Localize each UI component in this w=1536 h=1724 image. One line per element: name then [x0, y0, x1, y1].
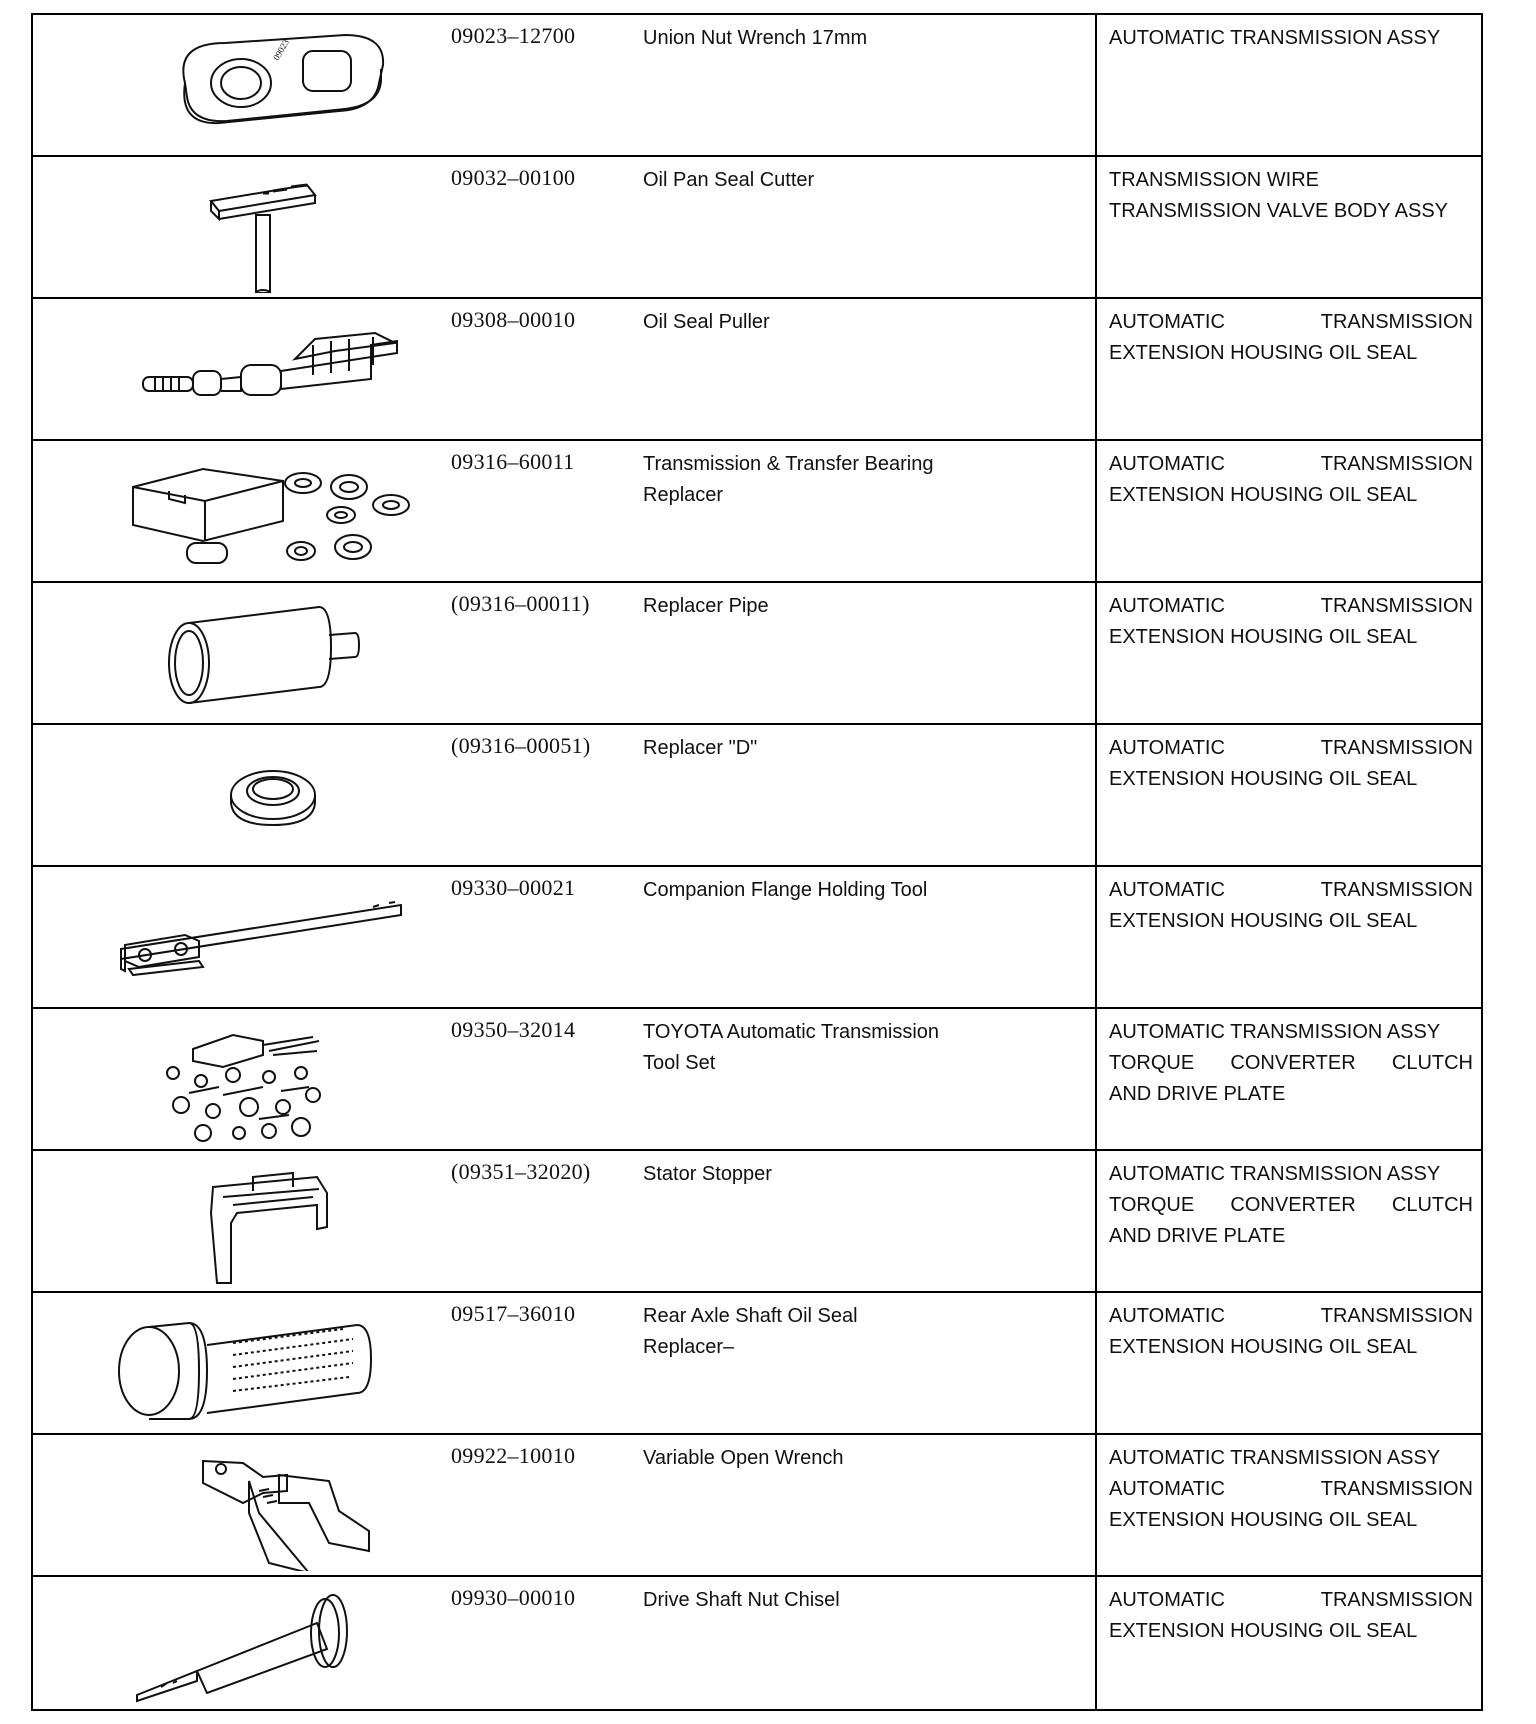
tool-name: [643, 733, 1063, 764]
usage-cell: [1109, 307, 1473, 369]
oil-seal-puller-icon: [73, 305, 453, 435]
usage-line: AUTOMATIC TRANSMISSION: [1109, 1305, 1473, 1327]
usage-cell: [1109, 1443, 1473, 1536]
tool-row: [33, 583, 1481, 725]
usage-cell: [1109, 1017, 1473, 1110]
usage-line: EXTENSION HOUSING OIL SEAL: [1109, 626, 1418, 648]
usage-line: AUTOMATIC TRANSMISSION: [1109, 595, 1473, 617]
part-number: 09308–00010: [451, 307, 576, 332]
tool-row: [33, 867, 1481, 1009]
usage-cell: [1109, 1585, 1473, 1647]
axle-seal-replacer-icon: [73, 1299, 453, 1429]
usage-line: EXTENSION HOUSING OIL SEAL: [1109, 910, 1418, 932]
usage-line: EXTENSION HOUSING OIL SEAL: [1109, 1509, 1418, 1531]
flange-holding-tool-icon: [73, 873, 453, 1003]
tool-name-line: Replacer–: [643, 1336, 735, 1358]
usage-cell: [1109, 165, 1473, 227]
tool-name: [643, 23, 1063, 54]
part-number: 09330–00021: [451, 875, 576, 900]
usage-cell: [1109, 733, 1473, 795]
part-number: (09316–00011): [451, 591, 590, 616]
oil-pan-seal-cutter-icon: [73, 163, 453, 293]
usage-line: TRANSMISSION WIRE: [1109, 169, 1320, 191]
tool-name-line: Stator Stopper: [643, 1163, 772, 1185]
tool-name-line: Replacer "D": [643, 737, 758, 759]
usage-cell: [1109, 591, 1473, 653]
tool-row: [33, 1435, 1481, 1577]
part-number: 09930–00010: [451, 1585, 576, 1610]
tool-name-line: Companion Flange Holding Tool: [643, 879, 928, 901]
tool-name: [643, 1017, 1063, 1079]
tool-row: [33, 1293, 1481, 1435]
drive-shaft-nut-chisel-icon: [73, 1583, 453, 1713]
usage-line: EXTENSION HOUSING OIL SEAL: [1109, 342, 1418, 364]
tool-name: [643, 591, 1063, 622]
bearing-replacer-set-icon: [73, 447, 453, 577]
tool-row: [33, 1009, 1481, 1151]
usage-line: AUTOMATIC TRANSMISSION: [1109, 1589, 1473, 1611]
usage-cell: [1109, 875, 1473, 937]
usage-line: AUTOMATIC TRANSMISSION ASSY: [1109, 1447, 1441, 1469]
tool-row: [33, 725, 1481, 867]
usage-line: TORQUE CONVERTER CLUTCH: [1109, 1052, 1473, 1074]
usage-line: AUTOMATIC TRANSMISSION: [1109, 879, 1473, 901]
usage-cell: [1109, 1301, 1473, 1363]
part-number: 09350–32014: [451, 1017, 576, 1042]
part-number: 09316–60011: [451, 449, 575, 474]
tool-name: [643, 165, 1063, 196]
tool-name: [643, 307, 1063, 338]
tool-name-line: Tool Set: [643, 1052, 716, 1074]
usage-cell: [1109, 449, 1473, 511]
tool-name-line: Replacer Pipe: [643, 595, 769, 617]
usage-cell: [1109, 23, 1473, 54]
tool-name-line: Drive Shaft Nut Chisel: [643, 1589, 840, 1611]
tool-row: [33, 1151, 1481, 1293]
part-number: 09517–36010: [451, 1301, 576, 1326]
tool-name-line: TOYOTA Automatic Transmission: [643, 1021, 940, 1043]
tool-name: [643, 875, 1063, 906]
tool-name: [643, 1443, 1063, 1474]
tool-row: [33, 1577, 1481, 1717]
part-number: (09316–00051): [451, 733, 591, 758]
tool-name: [643, 1159, 1063, 1190]
tool-name-line: Union Nut Wrench 17mm: [643, 27, 868, 49]
usage-line: TRANSMISSION VALVE BODY ASSY: [1109, 200, 1448, 222]
part-number: 09032–00100: [451, 165, 576, 190]
svg-text:09023: 09023: [271, 37, 291, 62]
tool-row: [33, 299, 1481, 441]
tool-row: [33, 15, 1481, 157]
tool-name-line: Transmission & Transfer Bearing: [643, 453, 934, 475]
part-number: (09351–32020): [451, 1159, 591, 1184]
usage-line: EXTENSION HOUSING OIL SEAL: [1109, 484, 1418, 506]
usage-line: AUTOMATIC TRANSMISSION: [1109, 737, 1473, 759]
usage-line: AND DRIVE PLATE: [1109, 1083, 1286, 1105]
tool-name-line: Rear Axle Shaft Oil Seal: [643, 1305, 858, 1327]
usage-line: AUTOMATIC TRANSMISSION ASSY: [1109, 1021, 1441, 1043]
tool-name-line: Oil Seal Puller: [643, 311, 770, 333]
tool-name: [643, 449, 1063, 511]
tool-row: [33, 157, 1481, 299]
usage-line: AUTOMATIC TRANSMISSION: [1109, 453, 1473, 475]
transmission-tool-set-icon: [73, 1015, 453, 1145]
usage-line: AUTOMATIC TRANSMISSION ASSY: [1109, 27, 1441, 49]
replacer-d-icon: [73, 731, 453, 861]
usage-line: AUTOMATIC TRANSMISSION ASSY: [1109, 1163, 1441, 1185]
usage-line: EXTENSION HOUSING OIL SEAL: [1109, 768, 1418, 790]
tool-name-line: Oil Pan Seal Cutter: [643, 169, 815, 191]
usage-cell: [1109, 1159, 1473, 1252]
tool-name: [643, 1585, 1063, 1616]
usage-line: AUTOMATIC TRANSMISSION: [1109, 1478, 1473, 1500]
tool-name-line: Replacer: [643, 484, 724, 506]
stator-stopper-icon: [73, 1157, 453, 1287]
usage-line: EXTENSION HOUSING OIL SEAL: [1109, 1620, 1418, 1642]
usage-line: EXTENSION HOUSING OIL SEAL: [1109, 1336, 1418, 1358]
tool-name: [643, 1301, 1063, 1363]
variable-open-wrench-icon: [73, 1441, 453, 1571]
replacer-pipe-icon: [73, 589, 453, 719]
usage-line: AND DRIVE PLATE: [1109, 1225, 1286, 1247]
usage-line: AUTOMATIC TRANSMISSION: [1109, 311, 1473, 333]
tool-row: [33, 441, 1481, 583]
tool-name-line: Variable Open Wrench: [643, 1447, 844, 1469]
union-nut-wrench-icon: [73, 21, 453, 151]
part-number: 09922–10010: [451, 1443, 576, 1468]
usage-line: TORQUE CONVERTER CLUTCH: [1109, 1194, 1473, 1216]
special-service-tools-table: [31, 13, 1483, 1711]
part-number: 09023–12700: [451, 23, 576, 48]
